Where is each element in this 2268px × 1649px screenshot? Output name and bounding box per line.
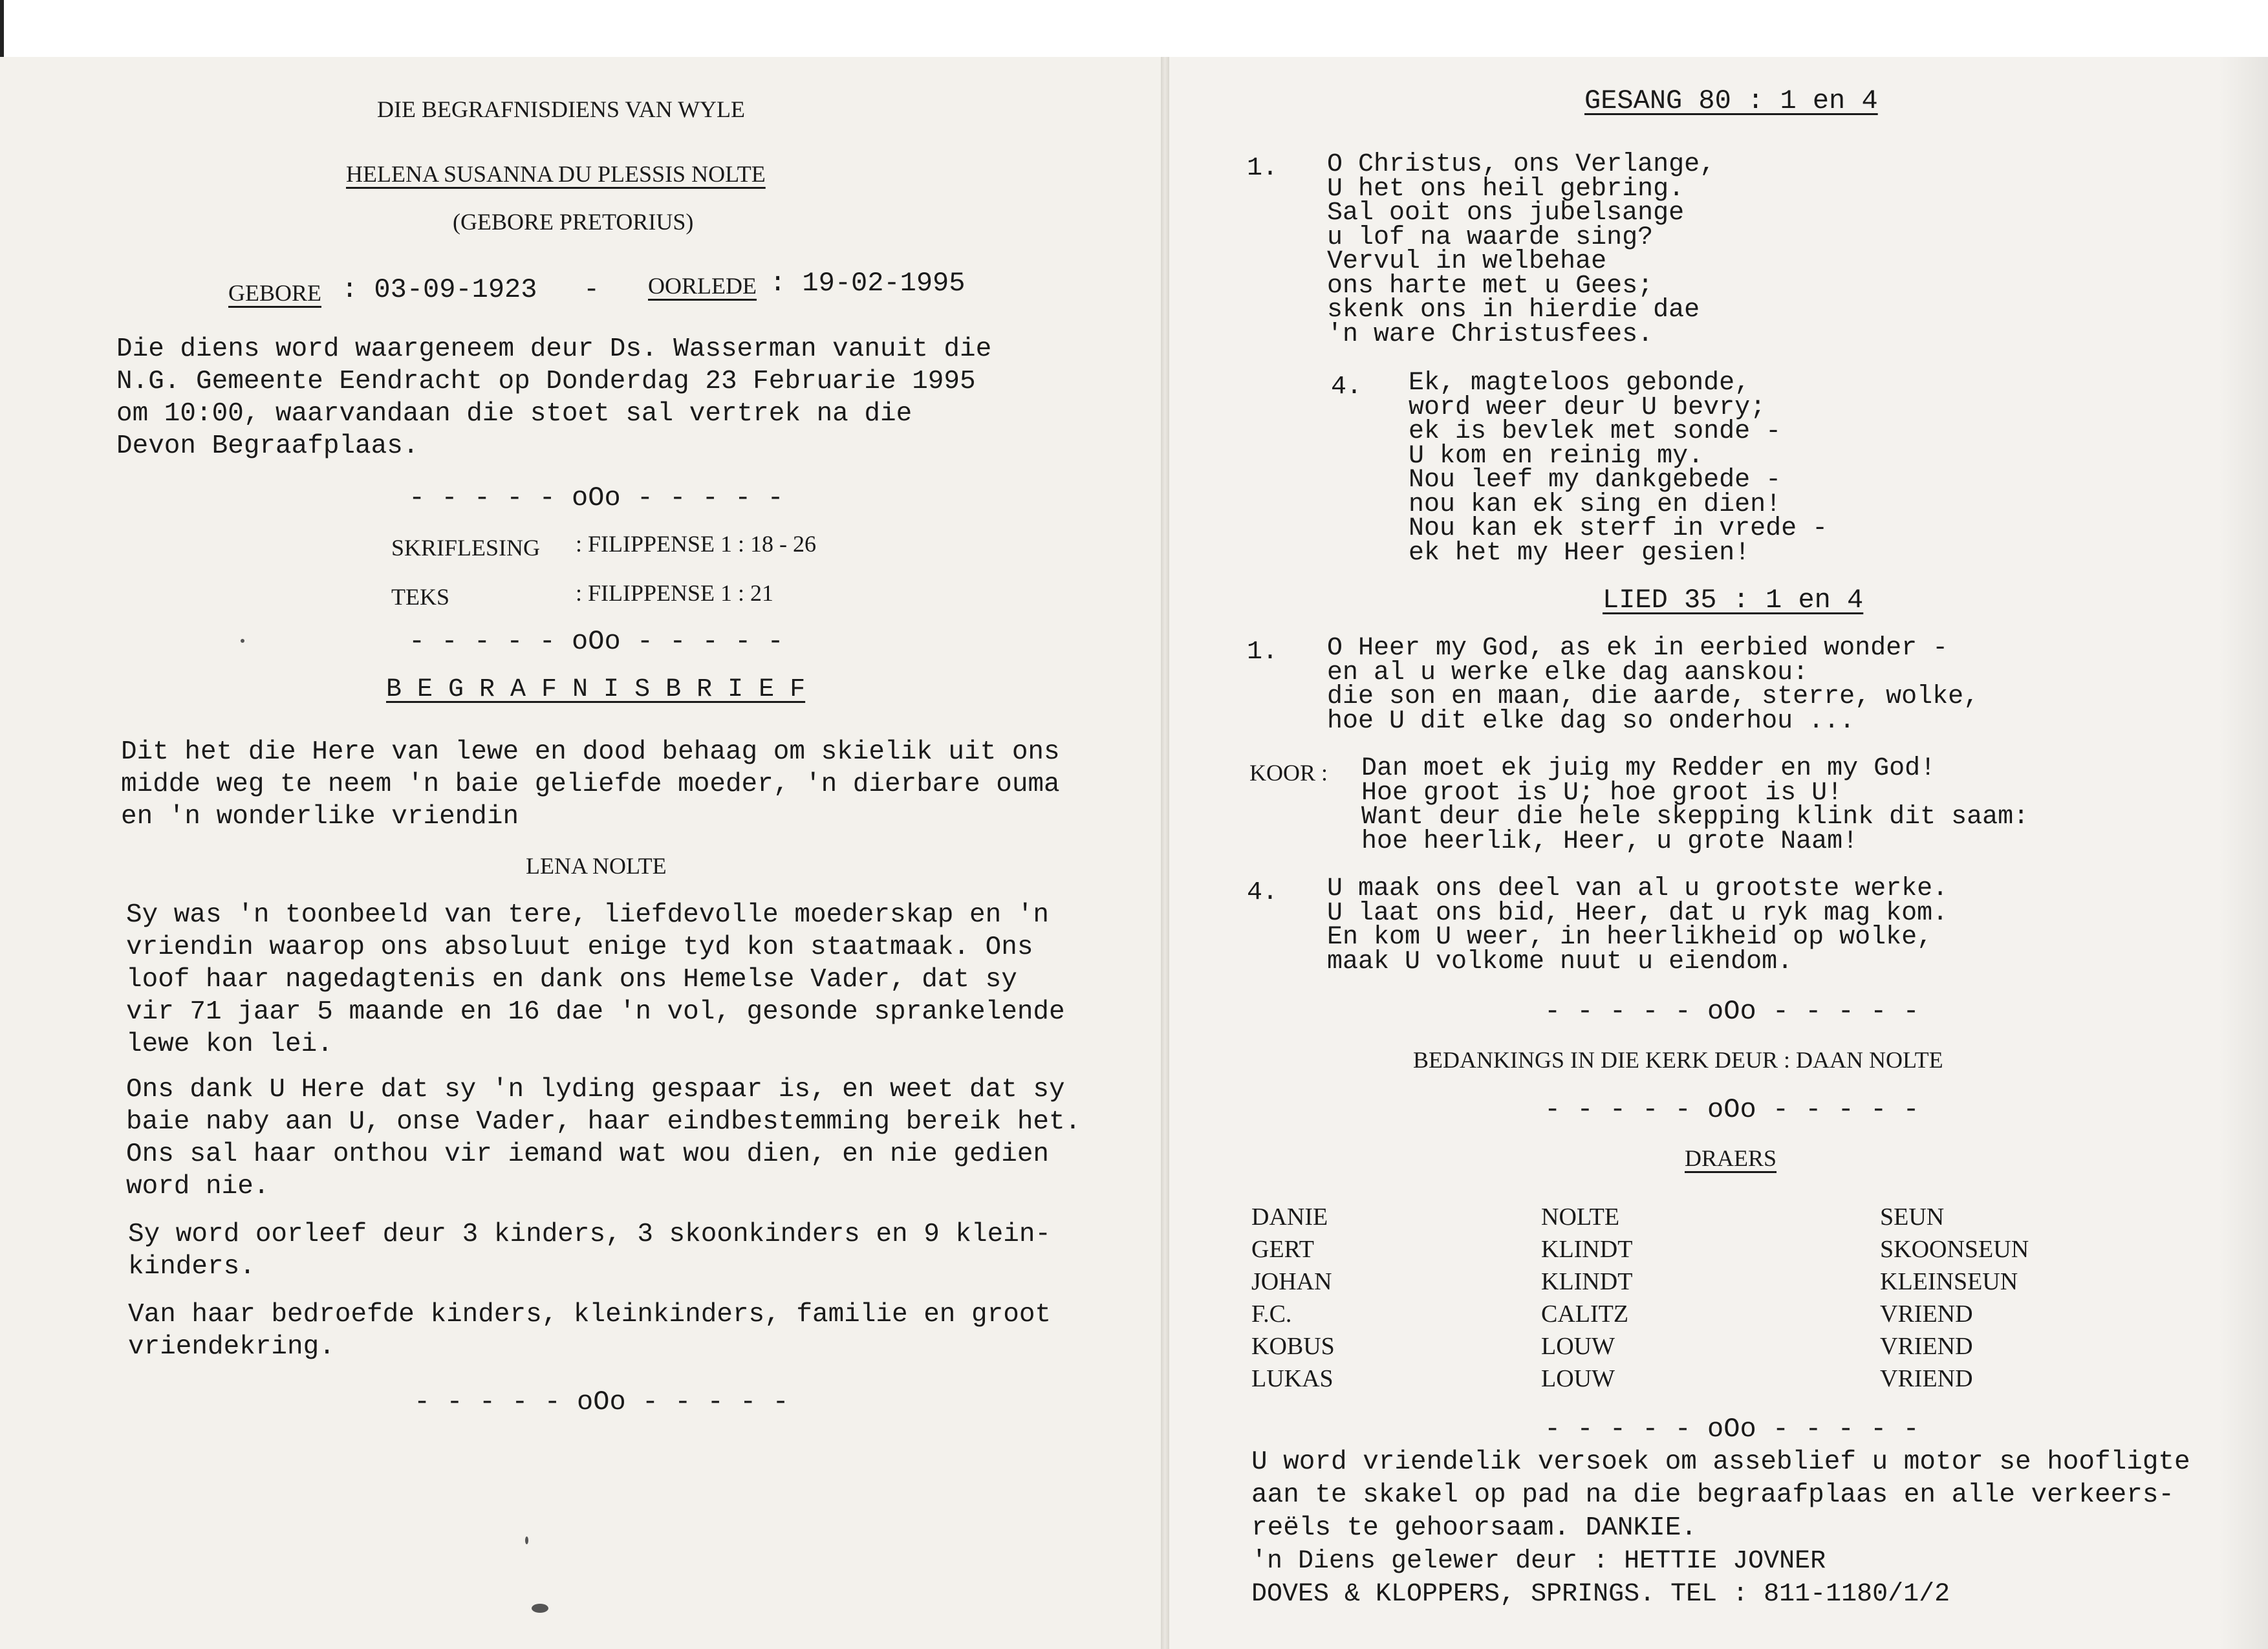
- bearer-relation: VRIEND: [1880, 1300, 1973, 1328]
- verse-line: ons harte met u Gees;: [1327, 271, 1654, 301]
- table-row: [1251, 1203, 2157, 1235]
- died-date: : 19-02-1995: [770, 268, 966, 299]
- service-line: Devon Begraafplaas.: [116, 431, 419, 461]
- thanks-line: BEDANKINGS IN DIE KERK DEUR : DAAN NOLTE: [1413, 1047, 1943, 1073]
- reading-reference: : FILIPPENSE 1 : 18 - 26: [576, 531, 817, 557]
- separator: - - - - - oOo - - - - -: [414, 1386, 789, 1417]
- service-line: om 10:00, waarvandaan die stoet sal vertrek na die: [116, 399, 913, 429]
- tribute-paragraph-1: [126, 899, 1065, 1061]
- verse-line: ek het my Heer gesien!: [1409, 538, 1751, 568]
- bearer-first-name: KOBUS: [1251, 1333, 1335, 1360]
- bearer-relation: SKOONSEUN: [1880, 1236, 2029, 1263]
- bearer-surname: KLINDT: [1541, 1268, 1633, 1295]
- separator: - - - - - oOo - - - - -: [409, 482, 784, 513]
- request-line: U word vriendelik versoek om asseblief u motor se hoofligte: [1251, 1447, 2190, 1477]
- request-line: aan te skakel op pad na die begraafplaas en alle verkeers-: [1251, 1480, 2175, 1510]
- tribute-line: baie naby aan U, onse Vader, haar eindbestemming bereik het.: [126, 1107, 1081, 1137]
- hymn-2-title: LIED 35 : 1 en 4: [1603, 585, 1864, 616]
- tribute-line: lewe kon lei.: [126, 1029, 333, 1059]
- tribute-line: vir 71 jaar 5 maande en 16 dae 'n vol, gesonde sprankelende: [126, 997, 1065, 1027]
- separator: - - - - - oOo - - - - -: [1544, 996, 1919, 1027]
- verse-line: Ek, magteloos gebonde,: [1409, 369, 1751, 398]
- verse-line: Vervul in welbehae: [1327, 247, 1607, 276]
- separator: - - - - - oOo - - - - -: [1544, 1414, 1919, 1445]
- verse-line: O Christus, ons Verlange,: [1327, 150, 1716, 179]
- bearer-relation: VRIEND: [1880, 1365, 1973, 1392]
- table-row: [1251, 1235, 2157, 1267]
- verse-line: Nou kan ek sterf in vrede -: [1409, 514, 1828, 543]
- verse-line: U kom en reinig my.: [1409, 441, 1704, 471]
- table-row: [1251, 1364, 2157, 1397]
- scan-top-band: [0, 0, 2268, 57]
- service-line: N.G. Gemeente Eendracht op Donderdag 23 Februarie 1995: [116, 367, 976, 396]
- bearer-relation: KLEINSEUN: [1880, 1268, 2018, 1295]
- chorus-line: Dan moet ek juig my Redder en my God!: [1361, 754, 1936, 783]
- tribute-line: loof haar nagedagtenis en dank ons Hemelse Vader, dat sy: [126, 965, 1017, 995]
- bearer-relation: VRIEND: [1880, 1333, 1973, 1360]
- bearer-surname: LOUW: [1541, 1333, 1615, 1360]
- service-title: DIE BEGRAFNISDIENS VAN WYLE: [377, 96, 746, 122]
- verse-line: Nou leef my dankgebede -: [1409, 466, 1782, 495]
- verse-line: u lof na waarde sing?: [1327, 222, 1654, 252]
- letter-line: Dit het die Here van lewe en dood behaag om skielik uit ons: [121, 737, 1060, 767]
- bearer-first-name: GERT: [1251, 1236, 1314, 1263]
- bearers-title: DRAERS: [1685, 1145, 1777, 1171]
- bearer-surname: NOLTE: [1541, 1203, 1620, 1231]
- service-details: [116, 333, 991, 462]
- bearer-first-name: DANIE: [1251, 1203, 1328, 1231]
- maiden-name: (GEBORE PRETORIUS): [453, 209, 694, 235]
- scan-speck: [532, 1604, 548, 1613]
- service-line: Die diens word waargeneem deur Ds. Wasserman vanuit die: [116, 334, 992, 364]
- table-row: [1251, 1300, 2157, 1332]
- chorus: [1361, 754, 2029, 856]
- hymn-1-verse-4: [1409, 369, 1828, 568]
- verse-line: U het ons heil gebring.: [1327, 174, 1685, 204]
- bearer-first-name: LUKAS: [1251, 1365, 1334, 1392]
- tribute-line: vriendekring.: [128, 1332, 335, 1362]
- separator: - - - - - oOo - - - - -: [409, 626, 784, 657]
- request-line: reëls te gehoorsaam. DANKIE.: [1251, 1513, 1697, 1543]
- verse-line: word weer deur U bevry;: [1409, 393, 1766, 422]
- verse-line: U laat ons bid, Heer, dat u ryk mag kom.: [1327, 898, 1949, 928]
- bearers-table: [1251, 1203, 2157, 1397]
- tribute-line: Sy was 'n toonbeeld van tere, liefdevolle moederskap en 'n: [126, 900, 1050, 930]
- undertaker-contact: DOVES & KLOPPERS, SPRINGS. TEL : 811-1180/1/2: [1251, 1580, 1950, 1609]
- chorus-line: Want deur die hele skepping klink dit saam:: [1361, 803, 2029, 832]
- tribute-line: Van haar bedroefde kinders, kleinkinders, familie en groot: [128, 1300, 1052, 1330]
- verse-line: skenk ons in hierdie dae: [1327, 296, 1700, 325]
- text-label: TEKS: [391, 584, 449, 610]
- bearer-surname: KLINDT: [1541, 1236, 1633, 1263]
- tribute-line: Ons dank U Here dat sy 'n lyding gespaar is, en weet dat sy: [126, 1075, 1065, 1105]
- bearer-surname: CALITZ: [1541, 1300, 1629, 1328]
- scan-speck: [241, 639, 244, 643]
- closing-paragraph: [128, 1299, 1051, 1363]
- reading-label: SKRIFLESING: [391, 535, 541, 561]
- letter-heading: B E G R A F N I S B R I E F: [386, 675, 806, 704]
- bearer-first-name: F.C.: [1251, 1300, 1292, 1328]
- table-row: [1251, 1267, 2157, 1300]
- verse-line: U maak ons deel van al u grootste werke.: [1327, 874, 1949, 903]
- verse-line: maak U volkome nuut u eiendom.: [1327, 947, 1793, 976]
- tribute-line: vriendin waarop ons absoluut enige tyd kon staatmaak. Ons: [126, 932, 1033, 962]
- page-edge-shadow: [2218, 57, 2268, 1649]
- letter-line: midde weg te neem 'n baie geliefde moeder, 'n dierbare ouma: [121, 770, 1060, 799]
- date-dash: -: [583, 274, 600, 305]
- tribute-line: word nie.: [126, 1172, 270, 1202]
- verse-line: nou kan ek sing en dien!: [1409, 490, 1782, 519]
- deceased-name: HELENA SUSANNA DU PLESSIS NOLTE: [346, 161, 766, 187]
- tribute-paragraph-2: [126, 1073, 1081, 1203]
- tribute-line: Sy word oorleef deur 3 kinders, 3 skoonkinders en 9 klein-: [128, 1220, 1052, 1249]
- verse-number: 4.: [1331, 372, 1363, 402]
- nickname: LENA NOLTE: [526, 853, 667, 879]
- page-fold: [1161, 57, 1169, 1649]
- hymn-2-verse-1: [1327, 634, 1980, 736]
- chorus-line: hoe heerlik, Heer, u grote Naam!: [1361, 826, 1859, 856]
- verse-line: O Heer my God, as ek in eerbied wonder -: [1327, 634, 1949, 663]
- verse-line: die son en maan, die aarde, sterre, wolke,: [1327, 682, 1980, 711]
- text-reference: : FILIPPENSE 1 : 21: [576, 580, 774, 606]
- verse-line: ek is bevlek met sonde -: [1409, 417, 1782, 446]
- survivors-paragraph: [128, 1218, 1051, 1283]
- hymn-1-verse-1: [1327, 150, 1716, 349]
- hymn-1-title: GESANG 80 : 1 en 4: [1584, 85, 1878, 116]
- verse-number: 4.: [1247, 878, 1279, 907]
- verse-number: 1.: [1247, 638, 1279, 667]
- verse-line: 'n ware Christusfees.: [1327, 319, 1654, 349]
- verse-line: en al u werke elke dag aanskou:: [1327, 658, 1809, 687]
- born-date: : 03-09-1923: [341, 274, 537, 305]
- scan-speck: [525, 1536, 528, 1544]
- separator: - - - - - oOo - - - - -: [1544, 1094, 1919, 1125]
- bearer-surname: LOUW: [1541, 1365, 1615, 1392]
- verse-line: En kom U weer, in heerlikheid op wolke,: [1327, 923, 1933, 952]
- letter-line: en 'n wonderlike vriendin: [121, 802, 519, 832]
- bearer-first-name: JOHAN: [1251, 1268, 1332, 1295]
- born-label: GEBORE: [228, 280, 321, 306]
- died-label: OORLEDE: [648, 273, 757, 299]
- service-provider: 'n Diens gelewer deur : HETTIE JOVNER: [1251, 1547, 1826, 1576]
- verse-line: hoe U dit elke dag so onderhou ...: [1327, 706, 1855, 736]
- chorus-label: KOOR :: [1249, 760, 1328, 786]
- traffic-request: [1251, 1446, 2190, 1545]
- table-row: [1251, 1332, 2157, 1364]
- hymn-2-verse-4: [1327, 874, 1949, 976]
- bearer-relation: SEUN: [1880, 1203, 1945, 1231]
- chorus-line: Hoe groot is U; hoe groot is U!: [1361, 778, 1843, 808]
- tribute-line: Ons sal haar onthou vir iemand wat wou dien, en nie gedien: [126, 1139, 1050, 1169]
- tribute-line: kinders.: [128, 1252, 255, 1282]
- verse-number: 1.: [1247, 154, 1279, 183]
- scan-edge-mark: [0, 0, 4, 59]
- letter-intro: [121, 736, 1060, 833]
- verse-line: Sal ooit ons jubelsange: [1327, 199, 1685, 228]
